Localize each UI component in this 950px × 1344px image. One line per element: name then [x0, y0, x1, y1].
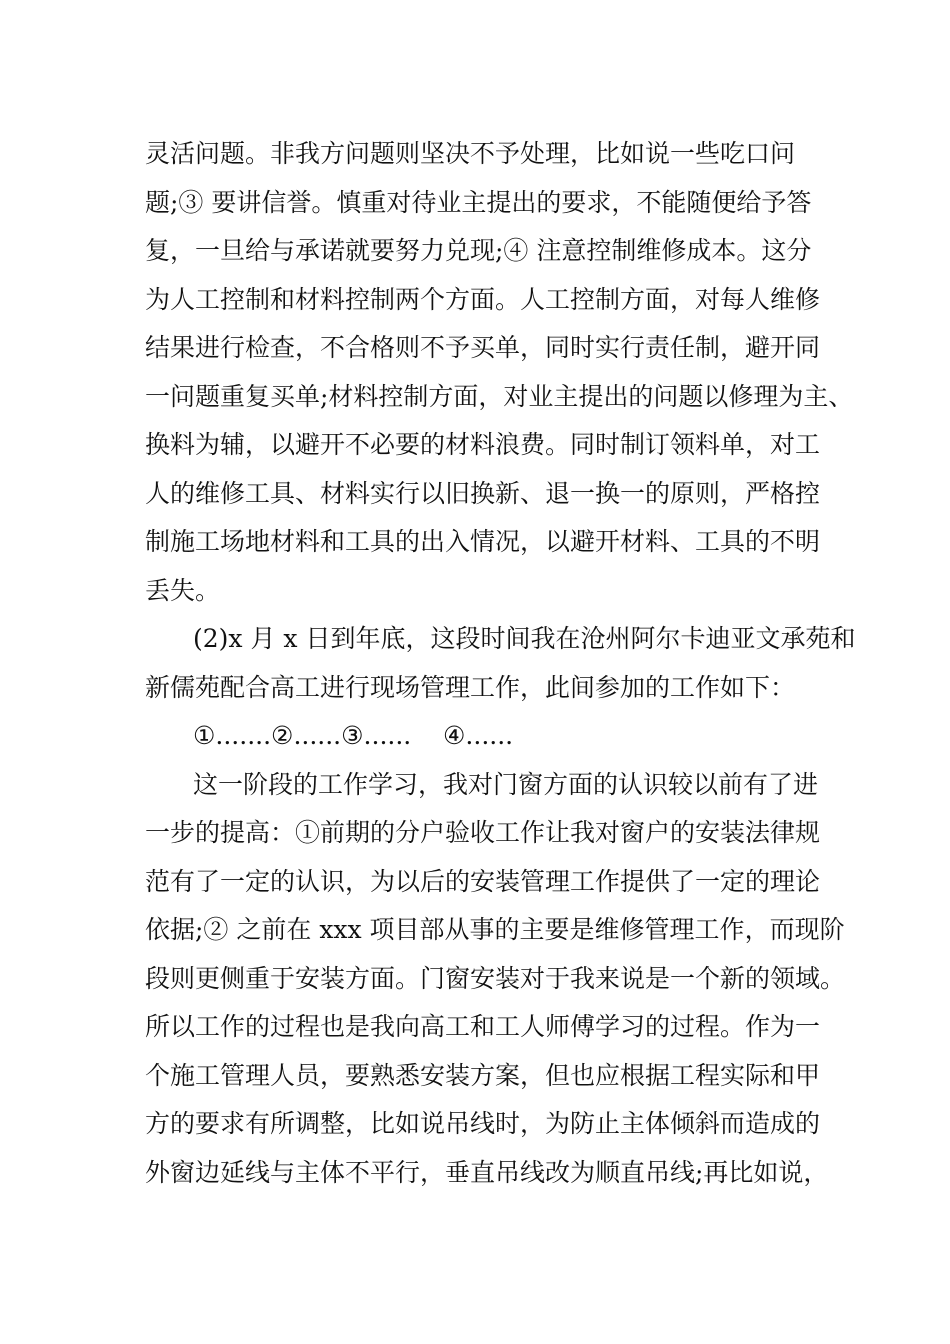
paragraph-work-list [145, 712, 810, 761]
text-line: 这一阶段的工作学习，我对门窗方面的认识较以前有了进 [193, 769, 819, 799]
text-line: 为人工控制和材料控制两个方面。人工控制方面，对每人维修 [145, 284, 821, 314]
text-line: 依据;② 之前在 xxx 项目部从事的主要是维修管理工作，而现阶 [145, 915, 845, 944]
text-line: 复，一旦给与承诺就要努力兑现;④ 注意控制维修成本。这分 [145, 236, 812, 265]
text-line: 制施工场地材料和工具的出入情况，以避开材料、工具的不明 [145, 527, 821, 556]
text-line: ①.......②......③...... ④...... [193, 721, 514, 750]
document-body [145, 130, 856, 1197]
text-line: 结果进行检查，不合格则不予买单，同时实行责任制，避开同 [145, 333, 821, 362]
paragraph-maintenance-control [145, 130, 854, 615]
text-line: 个施工管理人员，要熟悉安装方案，但也应根据工程实际和甲 [145, 1060, 821, 1090]
paragraph-site-management [145, 615, 856, 712]
paragraph-learning-summary [145, 761, 846, 1198]
text-line: 外窗边延线与主体不平行，垂直吊线改为顺直吊线;再比如说， [145, 1157, 829, 1187]
text-line: 一步的提高：①前期的分户验收工作让我对窗户的安装法律规 [145, 818, 821, 847]
text-line: 灵活问题。非我方问题则坚决不予处理，比如说一些吃口问 [145, 139, 796, 168]
text-line: 换料为辅，以避开不必要的材料浪费。同时制订领料单，对工 [145, 430, 821, 459]
text-line: 一问题重复买单;材料控制方面，对业主提出的问题以修理为主、 [145, 381, 854, 411]
text-line: 新儒苑配合高工进行现场管理工作，此间参加的工作如下： [145, 672, 796, 702]
text-line: 丢失。 [145, 575, 221, 605]
text-line: 段则更侧重于安装方面。门窗安装对于我来说是一个新的领域。 [145, 963, 846, 993]
text-line: 所以工作的过程也是我向高工和工人师傅学习的过程。作为一 [145, 1012, 821, 1041]
text-line: 范有了一定的认识，为以后的安装管理工作提供了一定的理论 [145, 866, 821, 896]
text-line: 人的维修工具、材料实行以旧换新、退一换一的原则，严格控 [145, 478, 821, 508]
text-line: (2)x 月 x 日到年底，这段时间我在沧州阿尔卡迪亚文承苑和 [193, 624, 856, 653]
text-line: 方的要求有所调整，比如说吊线时，为防止主体倾斜而造成的 [145, 1109, 821, 1138]
text-line: 题;③ 要讲信誉。慎重对待业主提出的要求，不能随便给予答 [145, 187, 812, 217]
